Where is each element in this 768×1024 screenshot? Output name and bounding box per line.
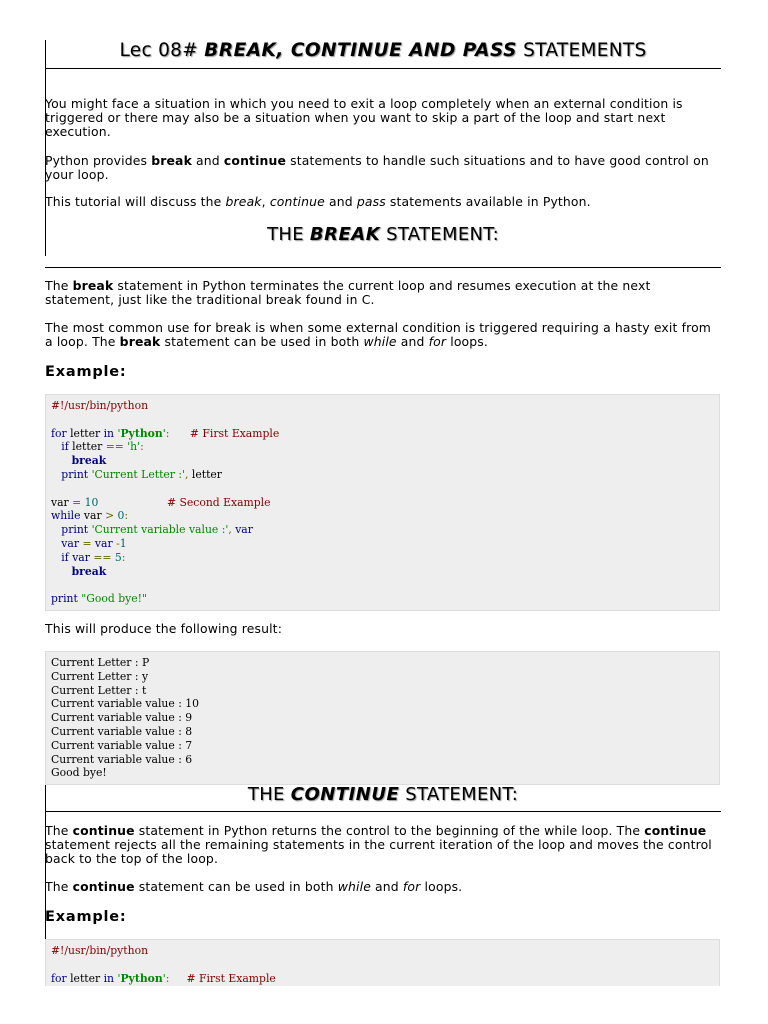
break-paragraph-2: The most common use for break is when some external condition is triggered requiring a hasty exit from a loop. The break statement can be used in both while and for loops. [45, 320, 712, 349]
break-heading-rule [45, 267, 721, 268]
continue-code-token: # First Example [186, 971, 276, 985]
output-line: Current variable value : 7 [51, 738, 193, 752]
break-code-token: 10 [84, 495, 99, 509]
break-code-token: in [103, 426, 115, 440]
title-prefix: Lec 08# [119, 40, 205, 61]
continue-code-token: in [103, 971, 115, 985]
break-code-token: == [105, 440, 124, 454]
break-code-token: : [121, 550, 126, 564]
break-code-token: var [61, 536, 79, 550]
break-code-line [51, 427, 279, 440]
break-output-block [45, 651, 720, 785]
intro-paragraph-3: This tutorial will discuss the break, continue and pass statements available in Python. [45, 194, 591, 209]
break-code-token [51, 551, 61, 564]
break-output-listing [46, 652, 719, 780]
break-code-token: = [82, 536, 92, 550]
break-code-token: == [93, 550, 112, 564]
break-code-token [51, 565, 72, 578]
continue-code-token: Python [120, 971, 163, 985]
break-code-token [169, 427, 190, 440]
title-suffix: STATEMENTS [516, 40, 647, 61]
continue-code-token: #!/usr/bin/python [51, 944, 149, 957]
output-line: Current Letter : P [51, 656, 150, 669]
break-result-intro: This will produce the following result: [45, 621, 283, 636]
break-code-listing [46, 395, 719, 606]
break-code-token: # First Example [189, 426, 280, 440]
break-code-token: if [61, 550, 69, 564]
break-paragraph-1: The break statement in Python terminates the current loop and resumes execution at the next statement, just like the traditional break found in C. [45, 278, 651, 307]
break-code-token: break [71, 564, 107, 578]
break-code-token: print [61, 467, 89, 481]
break-code-line [51, 565, 106, 578]
break-code-token: 0 [117, 509, 125, 523]
break-code-token: var [94, 536, 113, 550]
break-code-line [51, 537, 127, 550]
break-code-token: 'h' [127, 440, 141, 454]
break-code-line [51, 468, 222, 481]
continue-code-token: ' [117, 971, 121, 985]
break-code-line [51, 592, 147, 605]
break-code-token: while [51, 509, 81, 523]
break-code-token: 5 [114, 550, 122, 564]
continue-code-token: : [165, 971, 170, 985]
break-code-token: letter [188, 467, 222, 481]
continue-code-token: letter [66, 971, 104, 985]
break-code-token: - [116, 536, 120, 550]
break-code-token: = [72, 495, 82, 509]
break-code-block [45, 394, 720, 611]
continue-code-token: ' [162, 971, 166, 985]
output-line: Current variable value : 6 [51, 752, 193, 766]
break-example-label: Example: [45, 364, 127, 380]
page-title [45, 40, 721, 61]
intro-paragraph-2: Python provides break and continue statements to handle such situations and to have good control on your loop. [45, 153, 709, 182]
continue-code-listing [46, 940, 719, 985]
break-code-line [51, 551, 125, 564]
continue-heading-rule [45, 811, 721, 812]
break-code-token: ' [162, 426, 166, 440]
break-code-token [51, 468, 61, 481]
break-code-token: #!/usr/bin/python [51, 399, 149, 412]
break-code-token [98, 496, 167, 509]
break-section-heading: THE BREAK STATEMENT: [267, 224, 499, 245]
continue-section-heading: THE CONTINUE STATEMENT: [247, 784, 519, 805]
break-code-token: 1 [119, 536, 127, 550]
break-code-token: : [124, 509, 129, 523]
continue-code-token: for [51, 971, 67, 985]
output-line: Current variable value : 9 [51, 711, 193, 725]
break-code-token: var [51, 495, 73, 509]
break-code-token: : [140, 440, 144, 454]
break-code-token [51, 440, 61, 453]
break-code-token: Python [120, 426, 163, 440]
continue-code-token [169, 972, 186, 985]
break-code-token: break [71, 454, 107, 468]
output-line: Good bye! [51, 766, 107, 780]
break-code-token: : [165, 426, 170, 440]
break-code-token: for [51, 426, 67, 440]
break-code-line [51, 523, 253, 536]
break-code-token: , [185, 467, 189, 481]
break-code-token [51, 523, 61, 536]
break-code-line [51, 399, 148, 412]
break-code-token: 'Current Letter :' [91, 467, 186, 481]
break-code-token [51, 537, 61, 550]
continue-code-line [51, 972, 276, 985]
break-code-token: letter [66, 426, 104, 440]
continue-paragraph-1: The continue statement in Python returns the control to the beginning of the while loop. The continue statement rejects all the remaining statements in the current iteration of the loop and moves the control back to the top of the loop. [45, 823, 712, 866]
continue-code-block [45, 939, 720, 986]
title-rule [45, 68, 721, 69]
break-code-token: , [228, 523, 232, 537]
break-code-token: if [61, 440, 69, 454]
break-code-token: "Good bye!" [81, 592, 147, 606]
title-emphasis: BREAK, CONTINUE AND PASS [204, 40, 517, 61]
continue-code-line [51, 944, 148, 957]
break-code-token: var [80, 509, 106, 523]
break-code-token: var [72, 550, 90, 564]
output-line: Current Letter : t [51, 683, 147, 697]
intro-paragraph-1: You might face a situation in which you need to exit a loop completely when an external condition is triggered or there may also be a situation when you want to skip a part of the loop and start next execution. [45, 96, 683, 139]
break-code-token: var [235, 523, 253, 537]
break-code-token: > [105, 509, 115, 523]
break-code-line [51, 496, 271, 509]
break-code-token: 'Current variable value :' [91, 523, 229, 537]
output-line: Current variable value : 8 [51, 724, 193, 738]
break-code-line [51, 454, 106, 467]
break-code-token [51, 454, 72, 467]
output-line: Current Letter : y [51, 669, 149, 683]
break-code-token: print [51, 592, 78, 606]
break-code-line [51, 509, 128, 522]
output-line: Current variable value : 10 [51, 697, 199, 711]
break-code-token: letter [68, 440, 106, 454]
break-code-token: print [61, 523, 89, 537]
continue-example-label: Example: [45, 909, 127, 925]
break-code-token: ' [117, 426, 121, 440]
break-code-line [51, 440, 144, 453]
continue-paragraph-2: The continue statement can be used in both while and for loops. [45, 879, 463, 894]
break-code-token: # Second Example [167, 495, 271, 509]
